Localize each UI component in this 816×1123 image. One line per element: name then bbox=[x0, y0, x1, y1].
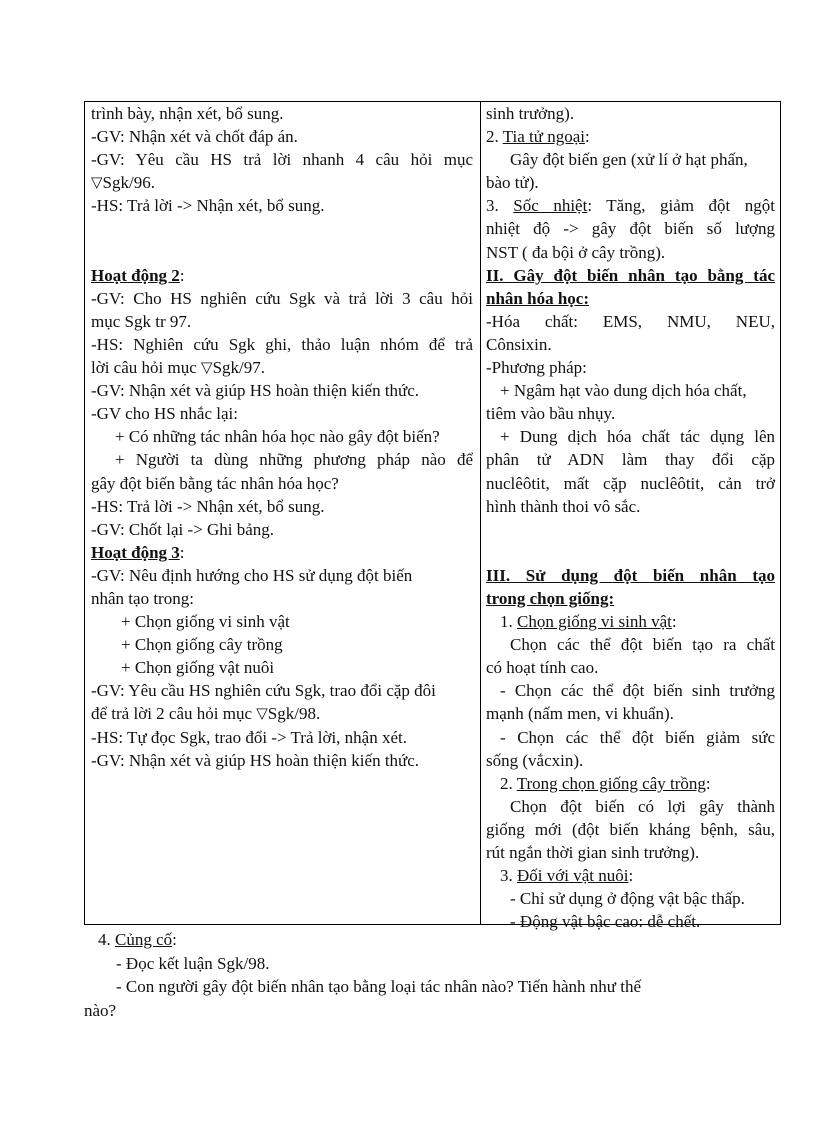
activities-column bbox=[91, 102, 473, 772]
text-line: -GV: Nêu định hướng cho HS sử dụng đột biến bbox=[91, 565, 413, 585]
subheading-title: Chọn giống vi sinh vật bbox=[517, 612, 672, 632]
text-line: -GV: Chốt lại -> Ghi bảng. bbox=[91, 519, 275, 539]
text-line: nào? bbox=[84, 1000, 117, 1020]
text-fragment: Sgk/97. bbox=[212, 358, 266, 378]
text-line: mạnh (nấm men, vi khuẩn). bbox=[486, 704, 674, 724]
text-fragment: Sgk/98. bbox=[267, 704, 321, 724]
text-line: - Động vật bậc cao: dễ chết. bbox=[510, 912, 701, 932]
text-fragment: : Tăng, giảm đột ngột bbox=[587, 196, 775, 216]
text-line: - Chọn các thể đột biến sinh trưởng bbox=[500, 681, 775, 701]
section-iii-heading: III. Sử dụng đột biến nhân tạo bbox=[486, 565, 775, 585]
heading-colon: : bbox=[172, 930, 177, 949]
subheading bbox=[486, 194, 775, 217]
text-line: + Ngâm hạt vào dung dịch hóa chất, bbox=[500, 381, 747, 401]
text-line: - Con người gây đột biến nhân tạo bằng loại tác nhân nào? Tiến hành như thế bbox=[116, 977, 642, 996]
text-fragment: Sgk/96. bbox=[102, 173, 155, 193]
lesson-table bbox=[84, 101, 781, 932]
heading-colon: : bbox=[179, 265, 185, 285]
subheading-title: Sốc nhiệt bbox=[513, 196, 588, 216]
text-line: -Hóa chất: EMS, NMU, NEU, bbox=[486, 311, 775, 331]
item-number: 1. bbox=[500, 612, 517, 632]
section-ii-heading: II. Gây đột biến nhân tạo bằng tác bbox=[486, 265, 775, 285]
subheading bbox=[486, 125, 775, 148]
text-line: nuclêôtit, mất cặp nuclêôtit, cản trở bbox=[486, 473, 775, 493]
item-number: 4. bbox=[98, 930, 115, 949]
subheading bbox=[486, 610, 775, 633]
activity-3-heading bbox=[91, 541, 473, 564]
activity-2-title: Hoạt động 2 bbox=[91, 265, 180, 285]
text-line: -GV: Yêu cầu HS trả lời nhanh 4 câu hỏi mục bbox=[91, 150, 473, 170]
text-line: + Dung dịch hóa chất tác dụng lên bbox=[500, 427, 775, 447]
column-divider bbox=[480, 102, 481, 924]
item-number: 3. bbox=[486, 196, 514, 216]
triangle-icon: ▽ bbox=[91, 175, 103, 192]
heading-colon: : bbox=[584, 127, 590, 147]
text-line: -GV: Nhận xét và chốt đáp án. bbox=[91, 127, 298, 147]
subheading bbox=[486, 772, 775, 795]
text-line: phân tử ADN làm thay đổi cặp bbox=[486, 450, 775, 470]
text-line: - Chọn các thể đột biến giảm sức bbox=[500, 727, 775, 747]
text-line: -GV: Cho HS nghiên cứu Sgk và trả lời 3 câu hỏi bbox=[91, 288, 473, 308]
subheading-title: Củng cố bbox=[115, 930, 173, 949]
text-line: bào tử). bbox=[486, 173, 539, 193]
text-line: giống mới (đột biến kháng bệnh, sâu, bbox=[486, 819, 775, 839]
blank-line bbox=[486, 541, 775, 564]
text-fragment: để trả lời 2 câu hỏi mục bbox=[91, 704, 257, 724]
text-line: Chọn các thể đột biến tạo ra chất bbox=[510, 635, 775, 655]
text-line: Gây đột biến gen (xử lí ở hạt phấn, bbox=[510, 150, 748, 170]
heading-colon: : bbox=[671, 612, 677, 632]
blank-line bbox=[91, 241, 473, 264]
text-line: -GV cho HS nhắc lại: bbox=[91, 404, 238, 424]
text-line: -Phương pháp: bbox=[486, 358, 587, 378]
text-line: -HS: Trả lời -> Nhận xét, bổ sung. bbox=[91, 196, 325, 216]
text-line bbox=[91, 702, 473, 725]
text-line: -GV: Nhận xét và giúp HS hoàn thiện kiến thức. bbox=[91, 381, 420, 401]
text-line: hình thành thoi vô sắc. bbox=[486, 496, 641, 516]
text-line: sinh trưởng). bbox=[486, 104, 575, 123]
heading-colon: : bbox=[179, 542, 185, 562]
text-line: gây đột biến bằng tác nhân hóa học? bbox=[91, 473, 339, 493]
text-line: trình bày, nhận xét, bổ sung. bbox=[91, 104, 284, 123]
text-line: Cônsixin. bbox=[486, 334, 552, 354]
text-line: -HS: Trả lời -> Nhận xét, bổ sung. bbox=[91, 496, 325, 516]
item-number: 2. bbox=[500, 773, 517, 793]
activity-3-title: Hoạt động 3 bbox=[91, 542, 180, 562]
text-line: -HS: Nghiên cứu Sgk ghi, thảo luận nhóm để trả bbox=[91, 334, 473, 354]
subheading bbox=[84, 928, 781, 952]
text-line: rút ngắn thời gian sinh trưởng). bbox=[486, 843, 700, 862]
subheading-title: Trong chọn giống cây trồng bbox=[516, 773, 706, 793]
subheading bbox=[486, 864, 775, 887]
text-line: - Đọc kết luận Sgk/98. bbox=[116, 953, 270, 973]
subheading-title: Tia tử ngoại bbox=[502, 127, 585, 147]
section-iii-heading-cont: trong chọn giống: bbox=[486, 588, 615, 608]
text-line bbox=[91, 171, 473, 194]
text-line: mục Sgk tr 97. bbox=[91, 311, 192, 331]
text-line: + Người ta dùng những phương pháp nào để bbox=[115, 450, 473, 470]
text-line: + Chọn giống vật nuôi bbox=[121, 658, 275, 678]
consolidation-section bbox=[84, 928, 781, 1022]
blank-line bbox=[91, 217, 473, 240]
activity-2-heading bbox=[91, 264, 473, 287]
section-ii-heading-cont: nhân hóa học: bbox=[486, 288, 589, 308]
text-line: tiêm vào bầu nhụy. bbox=[486, 404, 616, 424]
triangle-icon: ▽ bbox=[256, 706, 268, 723]
text-line: nhân tạo trong: bbox=[91, 588, 194, 608]
item-number: 2. bbox=[486, 127, 503, 147]
text-line: sống (vắcxin). bbox=[486, 750, 584, 770]
content-column bbox=[486, 102, 775, 933]
heading-colon: : bbox=[705, 773, 711, 793]
heading-colon: : bbox=[628, 866, 634, 886]
text-line: + Có những tác nhân hóa học nào gây đột biến? bbox=[115, 427, 440, 447]
text-line: -GV: Yêu cầu HS nghiên cứu Sgk, trao đổi cặp đôi bbox=[91, 681, 436, 701]
subheading-title: Đối với vật nuôi bbox=[517, 866, 629, 886]
text-line: NST ( đa bội ở cây trồng). bbox=[486, 242, 666, 262]
text-line: -GV: Nhận xét và giúp HS hoàn thiện kiến thức. bbox=[91, 750, 420, 770]
text-line: + Chọn giống cây trồng bbox=[121, 635, 283, 655]
blank-line bbox=[486, 518, 775, 541]
text-fragment: lời câu hỏi mục bbox=[91, 358, 202, 378]
text-line: + Chọn giống vi sinh vật bbox=[121, 612, 290, 632]
text-line: - Chỉ sử dụng ở động vật bậc thấp. bbox=[510, 889, 745, 909]
text-line: Chọn đột biến có lợi gây thành bbox=[510, 796, 775, 816]
text-line: có hoạt tính cao. bbox=[486, 658, 599, 678]
text-line: -HS: Tự đọc Sgk, trao đổi -> Trả lời, nhận xét. bbox=[91, 727, 407, 747]
text-line: nhiệt độ -> gây đột biến số lượng bbox=[486, 219, 775, 239]
item-number: 3. bbox=[500, 866, 517, 886]
text-line bbox=[91, 356, 473, 379]
triangle-icon: ▽ bbox=[201, 360, 213, 377]
